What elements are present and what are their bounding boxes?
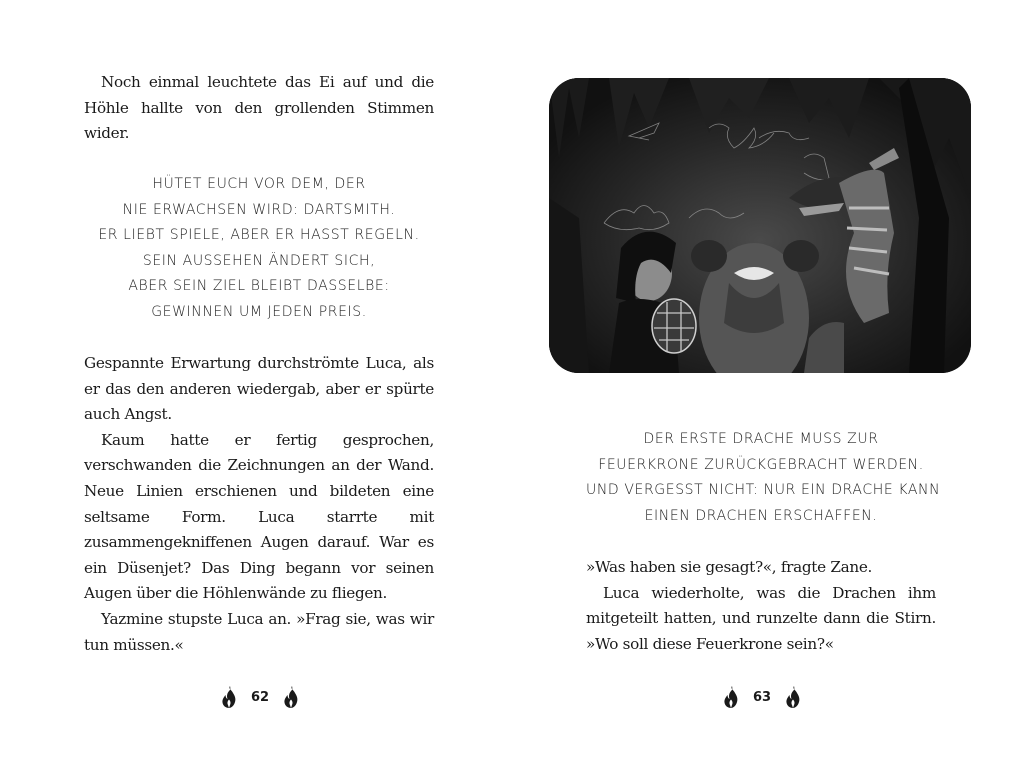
inscription-line: ER LIEBT SPIELE, ABER ER HASST REGELN. [98, 227, 420, 244]
inscription-line: DER ERSTE DRACHE MUSS ZUR [643, 431, 879, 447]
inscription-line: UND VERGESST NICHT: NUR EIN DRACHE KANN [586, 482, 941, 499]
paragraph: Gespannte Erwartung durchströmte Luca, als er das den anderen wiedergab, aber er spürte auch Angst. [84, 354, 434, 424]
inscription-line: HÜTET EUCH VOR DEM, DER [152, 176, 366, 192]
flame-icon [723, 686, 739, 708]
opening-paragraphs [84, 70, 434, 147]
illustration-artwork [549, 78, 971, 373]
page-number: 62 [251, 689, 270, 705]
inscription-line: SEIN AUSSEHEN ÄNDERT SICH, [142, 252, 376, 269]
page-folio [723, 684, 801, 710]
body-paragraphs [586, 555, 936, 657]
inscription-line: EINEN DRACHEN ERSCHAFFEN. [644, 507, 878, 524]
cave-illustration [549, 78, 971, 373]
page-number: 63 [753, 689, 772, 705]
inscription-line: ABER SEIN ZIEL BLEIBT DASSELBE: [128, 278, 390, 295]
flame-icon [283, 686, 299, 708]
inscription-line: GEWINNEN UM JEDEN PREIS. [151, 303, 367, 320]
paragraph: Yazmine stupste Luca an. »Frag sie, was wir tun müssen.« [84, 609, 434, 654]
paragraph: Kaum hatte er fertig gesprochen, verschwanden die Zeichnungen an der Wand. Neue Linien erschienen und bildeten eine seltsame Form. Luca starrte mit zusammengekniffenen Augen darauf. War es ein Düsenjet? Das Ding begann vor seinen Augen über die Höhlenwände zu fliegen. [84, 430, 434, 603]
flame-icon [785, 686, 801, 708]
inscription-line: NIE ERWACHSEN WIRD: DARTSMITH. [122, 201, 396, 218]
body-paragraphs [84, 351, 434, 658]
wall-inscription [586, 427, 941, 529]
flame-icon [221, 686, 237, 708]
right-page [510, 0, 1020, 783]
paragraph: Noch einmal leuchtete das Ei auf und die Höhle hallte von den grollenden Stimmen wider. [84, 73, 434, 143]
page-folio [221, 684, 299, 710]
wall-inscription [84, 172, 434, 326]
inscription-line: FEUERKRONE ZURÜCKGEBRACHT WERDEN. [598, 456, 924, 473]
paragraph: Luca wiederholte, was die Drachen ihm mitgeteilt hatten, und runzelte dann die Stirn. »Wo soll diese Feuerkrone sein?« [586, 583, 936, 653]
paragraph: »Was haben sie gesagt?«, fragte Zane. [586, 558, 873, 576]
